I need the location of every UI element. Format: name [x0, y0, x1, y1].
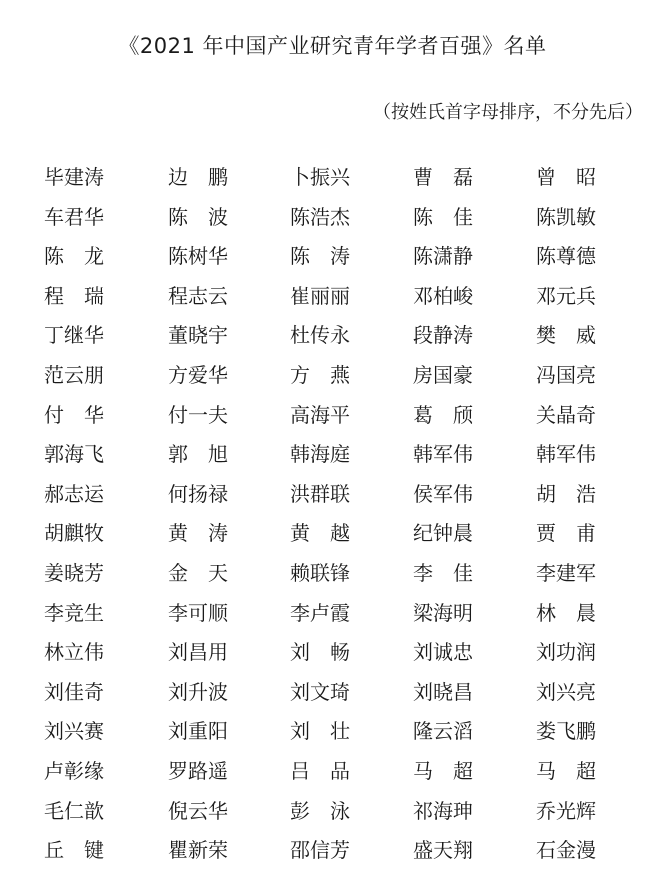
name-entry: 李可顺 — [168, 600, 228, 625]
name-row — [44, 158, 664, 198]
name-entry: 郝志运 — [44, 481, 104, 506]
name-entry: 胡浩 — [536, 481, 616, 506]
name-entry: 邵信芳 — [290, 838, 350, 863]
name-entry: 陈龙 — [44, 244, 124, 269]
name-entry: 陈树华 — [168, 244, 228, 269]
name-entry: 郭旭 — [168, 442, 248, 467]
name-row — [44, 792, 664, 832]
name-list — [44, 158, 664, 871]
name-entry: 倪云华 — [168, 798, 228, 823]
name-entry: 韩海庭 — [290, 442, 350, 467]
name-entry: 刘诚忠 — [413, 640, 473, 665]
name-entry: 黄越 — [290, 521, 370, 546]
name-entry: 丁继华 — [44, 323, 104, 348]
name-row — [44, 356, 664, 396]
name-entry: 瞿新荣 — [168, 838, 228, 863]
name-entry: 刘兴赛 — [44, 719, 104, 744]
name-row — [44, 594, 664, 634]
name-entry: 林晨 — [536, 600, 616, 625]
name-entry: 马超 — [413, 758, 493, 783]
name-row — [44, 712, 664, 752]
name-row — [44, 554, 664, 594]
name-entry: 卢彰缘 — [44, 758, 104, 783]
name-row — [44, 633, 664, 673]
name-row — [44, 831, 664, 871]
name-row — [44, 752, 664, 792]
name-row — [44, 673, 664, 713]
name-entry: 纪钟晨 — [413, 521, 473, 546]
name-entry: 方爱华 — [168, 362, 228, 387]
name-entry: 隆云滔 — [413, 719, 473, 744]
name-entry: 石金漫 — [536, 838, 596, 863]
name-entry: 陈潇静 — [413, 244, 473, 269]
name-entry: 房国豪 — [413, 362, 473, 387]
name-entry: 陈涛 — [290, 244, 370, 269]
name-entry: 祁海珅 — [413, 798, 473, 823]
name-entry: 李建军 — [536, 560, 596, 585]
name-entry: 洪群联 — [290, 481, 350, 506]
name-entry: 刘壮 — [290, 719, 370, 744]
name-entry: 葛颀 — [413, 402, 493, 427]
name-entry: 林立伟 — [44, 640, 104, 665]
document-title: 《2021 年中国产业研究青年学者百强》名单 — [118, 34, 547, 58]
name-entry: 关晶奇 — [536, 402, 596, 427]
name-entry: 李佳 — [413, 560, 493, 585]
name-entry: 韩军伟 — [536, 442, 596, 467]
name-entry: 陈佳 — [413, 204, 493, 229]
name-entry: 丘键 — [44, 838, 124, 863]
name-entry: 马超 — [536, 758, 616, 783]
name-entry: 毕建涛 — [44, 165, 104, 189]
name-entry: 曹磊 — [413, 165, 493, 189]
name-entry: 赖联锋 — [290, 560, 350, 585]
name-entry: 曾昭 — [536, 165, 616, 189]
name-row — [44, 237, 664, 277]
name-entry: 陈浩杰 — [290, 204, 350, 229]
name-entry: 郭海飞 — [44, 442, 104, 467]
name-entry: 贾甫 — [536, 521, 616, 546]
name-entry: 陈波 — [168, 204, 248, 229]
name-entry: 刘兴亮 — [536, 679, 596, 704]
name-entry: 边鹏 — [168, 165, 248, 189]
name-entry: 金天 — [168, 560, 248, 585]
name-entry: 乔光辉 — [536, 798, 596, 823]
name-row — [44, 514, 664, 554]
name-entry: 刘昌用 — [168, 640, 228, 665]
name-row — [44, 396, 664, 436]
name-entry: 段静涛 — [413, 323, 473, 348]
name-entry: 冯国亮 — [536, 362, 596, 387]
name-entry: 范云朋 — [44, 362, 104, 387]
name-row — [44, 475, 664, 515]
name-entry: 樊威 — [536, 323, 616, 348]
name-entry: 邓元兵 — [536, 283, 596, 308]
name-entry: 陈凯敏 — [536, 204, 596, 229]
name-entry: 胡麒牧 — [44, 521, 104, 546]
name-entry: 何扬禄 — [168, 481, 228, 506]
name-entry: 刘晓昌 — [413, 679, 473, 704]
name-row — [44, 277, 664, 317]
name-entry: 刘升波 — [168, 679, 228, 704]
name-entry: 陈尊德 — [536, 244, 596, 269]
name-entry: 刘重阳 — [168, 719, 228, 744]
name-entry: 杜传永 — [290, 323, 350, 348]
name-entry: 刘文琦 — [290, 679, 350, 704]
name-entry: 梁海明 — [413, 600, 473, 625]
name-entry: 卜振兴 — [290, 165, 350, 189]
name-entry: 程瑞 — [44, 283, 124, 308]
name-entry: 李竞生 — [44, 600, 104, 625]
name-entry: 姜晓芳 — [44, 560, 104, 585]
name-row — [44, 198, 664, 238]
name-entry: 黄涛 — [168, 521, 248, 546]
name-row — [44, 435, 664, 475]
name-entry: 李卢霞 — [290, 600, 350, 625]
name-entry: 付一夫 — [168, 402, 228, 427]
sort-note: （按姓氏首字母排序，不分先后） — [373, 102, 643, 123]
name-entry: 娄飞鹏 — [536, 719, 596, 744]
name-entry: 侯军伟 — [413, 481, 473, 506]
name-entry: 盛天翔 — [413, 838, 473, 863]
name-entry: 刘畅 — [290, 640, 370, 665]
name-entry: 车君华 — [44, 204, 104, 229]
name-entry: 刘佳奇 — [44, 679, 104, 704]
name-row — [44, 316, 664, 356]
name-entry: 邓柏峻 — [413, 283, 473, 308]
name-entry: 彭泳 — [290, 798, 370, 823]
name-entry: 罗路遥 — [168, 758, 228, 783]
name-entry: 吕品 — [290, 758, 370, 783]
name-entry: 付华 — [44, 402, 124, 427]
name-entry: 毛仁歆 — [44, 798, 104, 823]
name-entry: 高海平 — [290, 402, 350, 427]
name-entry: 程志云 — [168, 283, 228, 308]
name-entry: 韩军伟 — [413, 442, 473, 467]
name-entry: 崔丽丽 — [290, 283, 350, 308]
name-entry: 董晓宇 — [168, 323, 228, 348]
name-entry: 刘功润 — [536, 640, 596, 665]
name-entry: 方燕 — [290, 362, 370, 387]
